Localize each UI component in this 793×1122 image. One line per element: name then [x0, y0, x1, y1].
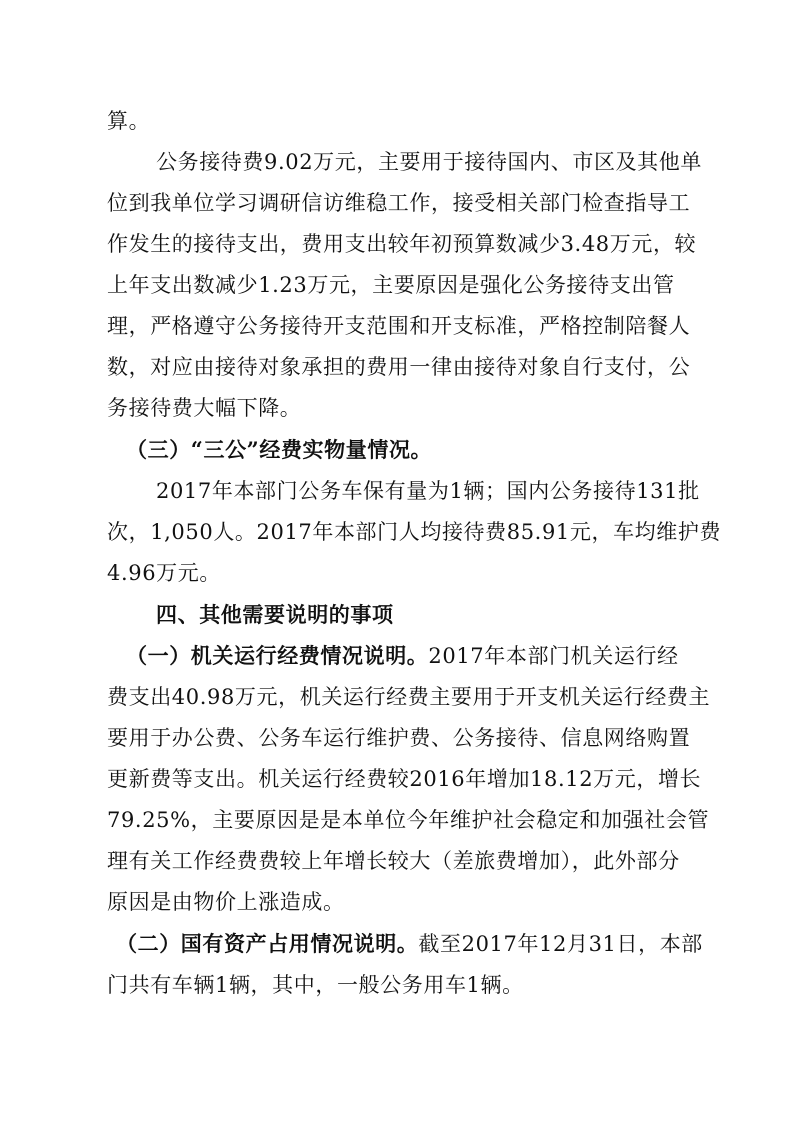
- paragraph-line: 次，1,050人。2017年本部门人均接待费85.91元，车均维护费: [107, 520, 722, 544]
- paragraph-title: （一）机关运行经费情况说明。: [126, 643, 429, 668]
- paragraph-line: 算。: [107, 109, 151, 133]
- paragraph-first-line: [126, 639, 726, 673]
- paragraph-line: 费支出40.98万元，机关运行经费主要用于开支机关运行经费主: [107, 685, 711, 709]
- paragraph-line: 4.96万元。: [107, 561, 221, 585]
- paragraph-text: 2017年本部门机关运行经: [428, 644, 679, 668]
- paragraph-line: 要用于办公费、公务车运行维护费、公务接待、信息网络购置: [107, 726, 691, 750]
- paragraph-first-line: [116, 927, 716, 961]
- paragraph-line: 更新费等支出。机关运行经费较2016年增加18.12万元，增长: [107, 767, 702, 791]
- paragraph-line: 务接待费大幅下降。: [107, 396, 302, 420]
- paragraph-title: （二）国有资产占用情况说明。: [116, 931, 419, 956]
- paragraph-text: 截至2017年12月31日，本部: [418, 932, 703, 956]
- paragraph-line: 数，对应由接待对象承担的费用一律由接待对象自行支付，公: [107, 355, 691, 379]
- paragraph-line: 公务接待费9.02万元，主要用于接待国内、市区及其他单: [156, 150, 702, 174]
- paragraph-line: 上年支出数减少1.23万元，主要原因是强化公务接待支出管: [107, 273, 675, 297]
- section-heading: 四、其他需要说明的事项: [156, 602, 394, 627]
- paragraph-line: 理，严格遵守公务接待开支范围和开支标准，严格控制陪餐人: [107, 314, 691, 338]
- paragraph-line: 原因是由物价上涨造成。: [107, 890, 345, 914]
- paragraph-line: 作发生的接待支出，费用支出较年初预算数减少3.48万元，较: [107, 232, 697, 256]
- paragraph-line: 2017年本部门公务车保有量为1辆；国内公务接待131批: [156, 479, 700, 503]
- paragraph-line: 门共有车辆1辆，其中，一般公务用车1辆。: [107, 973, 524, 997]
- section-heading: （三）“三公”经费实物量情况。: [126, 437, 433, 462]
- paragraph-line: 79.25%，主要原因是是本单位今年维护社会稳定和加强社会管: [107, 808, 710, 832]
- paragraph-line: 位到我单位学习调研信访维稳工作，接受相关部门检查指导工: [107, 191, 691, 215]
- paragraph-line: 理有关工作经费费较上年增长较大（差旅费增加），此外部分: [107, 849, 680, 873]
